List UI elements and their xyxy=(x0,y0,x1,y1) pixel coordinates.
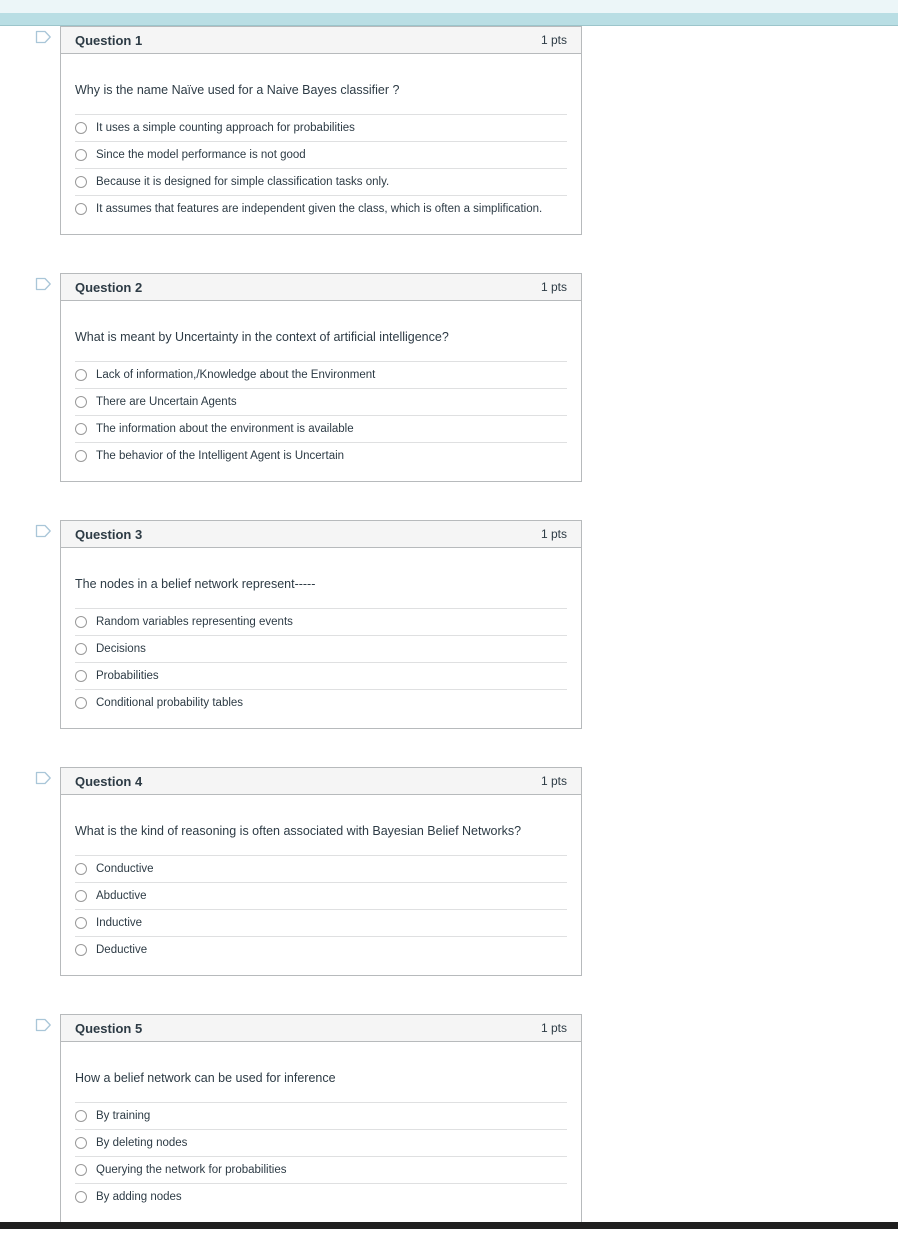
option-label: By training xyxy=(96,1110,151,1122)
answer-option[interactable] xyxy=(75,195,567,222)
question-title: Question 4 xyxy=(75,773,143,789)
question-card xyxy=(60,1014,582,1223)
radio-button-icon[interactable] xyxy=(75,1137,87,1149)
flag-question-icon[interactable] xyxy=(35,771,52,785)
question-body xyxy=(61,795,581,975)
option-label: Probabilities xyxy=(96,670,159,682)
question-card xyxy=(60,520,582,729)
option-label: By deleting nodes xyxy=(96,1137,188,1149)
option-label: Querying the network for probabilities xyxy=(96,1164,287,1176)
option-label: Inductive xyxy=(96,917,143,929)
option-label: The information about the environment is available xyxy=(96,423,354,435)
radio-button-icon[interactable] xyxy=(75,176,87,188)
radio-button-icon[interactable] xyxy=(75,917,87,929)
flag-question-icon[interactable] xyxy=(35,524,52,538)
answer-option[interactable] xyxy=(75,1183,567,1210)
radio-button-icon[interactable] xyxy=(75,616,87,628)
answer-option[interactable] xyxy=(75,141,567,168)
flag-question-icon[interactable] xyxy=(35,30,52,44)
radio-button-icon[interactable] xyxy=(75,890,87,902)
question-points: 1 pts xyxy=(540,280,567,294)
answer-options xyxy=(75,361,567,469)
question-block-2 xyxy=(60,273,582,482)
radio-button-icon[interactable] xyxy=(75,1164,87,1176)
question-prompt: Why is the name Naïve used for a Naive Bayes classifier ? xyxy=(75,83,400,97)
option-label: Decisions xyxy=(96,643,146,655)
radio-button-icon[interactable] xyxy=(75,149,87,161)
radio-button-icon[interactable] xyxy=(75,369,87,381)
question-header xyxy=(61,274,581,301)
question-title: Question 5 xyxy=(75,1020,143,1036)
radio-button-icon[interactable] xyxy=(75,396,87,408)
question-points: 1 pts xyxy=(540,527,567,541)
question-points: 1 pts xyxy=(540,33,567,47)
option-label: By adding nodes xyxy=(96,1191,182,1203)
answer-option[interactable] xyxy=(75,909,567,936)
answer-option[interactable] xyxy=(75,882,567,909)
flag-question-icon[interactable] xyxy=(35,1018,52,1032)
question-block-3 xyxy=(60,520,582,729)
question-block-4 xyxy=(60,767,582,976)
question-header xyxy=(61,521,581,548)
question-prompt: What is meant by Uncertainty in the context of artificial intelligence? xyxy=(75,330,449,344)
answer-option[interactable] xyxy=(75,1156,567,1183)
radio-button-icon[interactable] xyxy=(75,423,87,435)
bottom-dark-bar xyxy=(0,1222,898,1229)
question-title: Question 3 xyxy=(75,526,143,542)
question-header xyxy=(61,27,581,54)
answer-option[interactable] xyxy=(75,608,567,635)
option-label: Random variables representing events xyxy=(96,616,293,628)
option-label: The behavior of the Intelligent Agent is Uncertain xyxy=(96,450,345,462)
option-label: Since the model performance is not good xyxy=(96,149,306,161)
radio-button-icon[interactable] xyxy=(75,944,87,956)
question-header xyxy=(61,1015,581,1042)
answer-options xyxy=(75,855,567,963)
question-body xyxy=(61,548,581,728)
answer-option[interactable] xyxy=(75,361,567,388)
answer-option[interactable] xyxy=(75,855,567,882)
option-label: Lack of information,/Knowledge about the Environment xyxy=(96,369,376,381)
question-body xyxy=(61,301,581,481)
option-label: Abductive xyxy=(96,890,147,902)
answer-option[interactable] xyxy=(75,662,567,689)
answer-option[interactable] xyxy=(75,689,567,716)
answer-option[interactable] xyxy=(75,936,567,963)
question-block-5 xyxy=(60,1014,582,1223)
answer-option[interactable] xyxy=(75,415,567,442)
answer-options xyxy=(75,1102,567,1210)
answer-option[interactable] xyxy=(75,442,567,469)
answer-option[interactable] xyxy=(75,1129,567,1156)
radio-button-icon[interactable] xyxy=(75,450,87,462)
option-label: There are Uncertain Agents xyxy=(96,396,237,408)
option-label: It uses a simple counting approach for probabilities xyxy=(96,122,355,134)
radio-button-icon[interactable] xyxy=(75,863,87,875)
answer-options xyxy=(75,608,567,716)
radio-button-icon[interactable] xyxy=(75,1110,87,1122)
option-label: Conductive xyxy=(96,863,154,875)
radio-button-icon[interactable] xyxy=(75,643,87,655)
radio-button-icon[interactable] xyxy=(75,670,87,682)
question-points: 1 pts xyxy=(540,1021,567,1035)
answer-option[interactable] xyxy=(75,1102,567,1129)
top-strip-light xyxy=(0,0,898,13)
answer-option[interactable] xyxy=(75,388,567,415)
answer-option[interactable] xyxy=(75,114,567,141)
question-title: Question 2 xyxy=(75,279,143,295)
question-prompt: The nodes in a belief network represent----- xyxy=(75,577,316,591)
option-label: It assumes that features are independent given the class, which is often a simplification. xyxy=(96,203,543,215)
question-prompt: What is the kind of reasoning is often associated with Bayesian Belief Networks? xyxy=(75,824,522,838)
question-block-1 xyxy=(60,26,582,235)
question-points: 1 pts xyxy=(540,774,567,788)
question-card xyxy=(60,26,582,235)
option-label: Conditional probability tables xyxy=(96,697,244,709)
question-body xyxy=(61,1042,581,1222)
question-header xyxy=(61,768,581,795)
radio-button-icon[interactable] xyxy=(75,122,87,134)
answer-option[interactable] xyxy=(75,168,567,195)
question-title: Question 1 xyxy=(75,32,143,48)
question-body xyxy=(61,54,581,234)
flag-question-icon[interactable] xyxy=(35,277,52,291)
option-label: Deductive xyxy=(96,944,148,956)
question-card xyxy=(60,767,582,976)
radio-button-icon[interactable] xyxy=(75,1191,87,1203)
question-prompt: How a belief network can be used for inference xyxy=(75,1071,336,1085)
question-card xyxy=(60,273,582,482)
answer-option[interactable] xyxy=(75,635,567,662)
quiz-question-list xyxy=(0,26,898,1243)
radio-button-icon[interactable] xyxy=(75,697,87,709)
answer-options xyxy=(75,114,567,222)
top-strip-teal xyxy=(0,13,898,26)
option-label: Because it is designed for simple classification tasks only. xyxy=(96,176,390,188)
radio-button-icon[interactable] xyxy=(75,203,87,215)
